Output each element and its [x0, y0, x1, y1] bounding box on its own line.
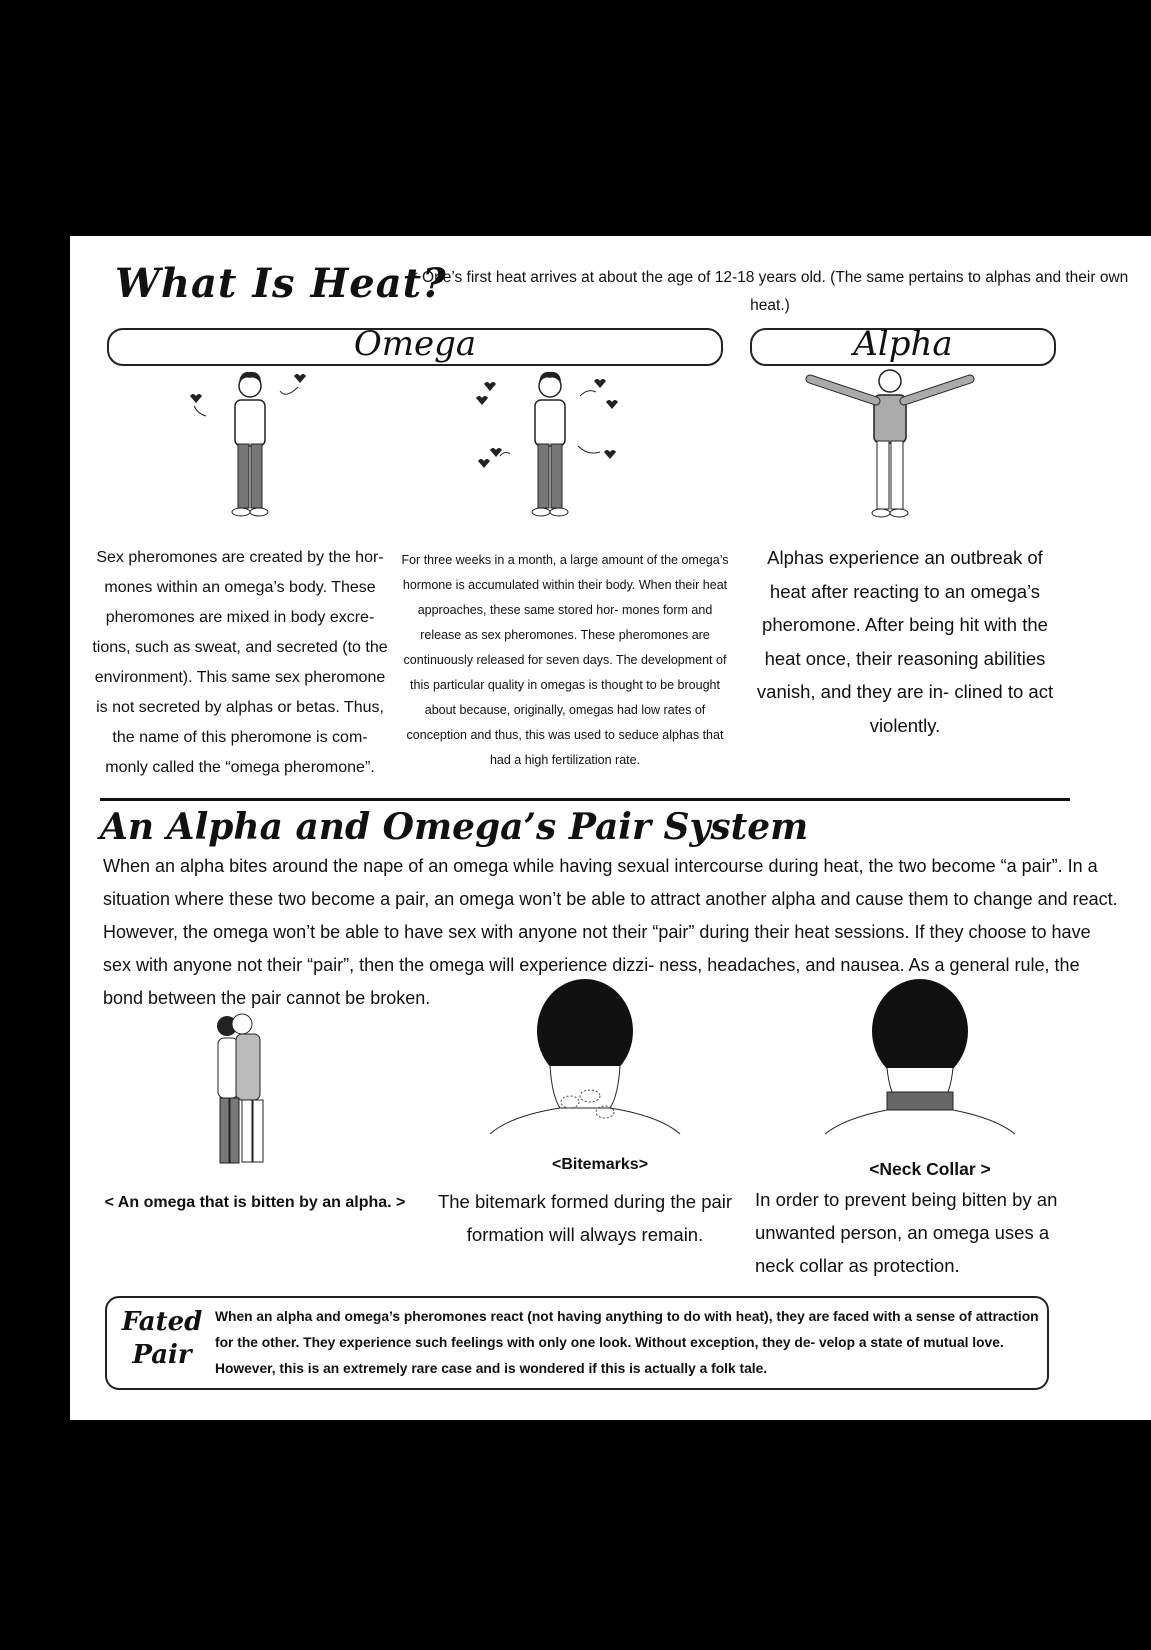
fated-pair-title [117, 1306, 207, 1372]
omega-label-box [107, 324, 723, 366]
fated-title-line-1: Fated [121, 1307, 203, 1337]
omega-figure-calm [180, 366, 320, 531]
alpha-description: Alphas experience an outbreak of heat after reacting to an omega’s pheromone. After being hit with the heat once, their reasoning abilities vanish, and they are in- clined to act violently. [756, 547, 1054, 736]
fated-title-line-2: Pair [132, 1340, 192, 1370]
bitemarks-illustration [490, 976, 680, 1136]
omega-description-1: Sex pheromones are created by the hor- mones within an omega’s body. These pheromones are mixed in body excre- tions, such as sweat, and secreted (to the environment). This same sex pheromone is not secreted by alphas or betas. Thus, the name of this pheromone is com- monly called the “omega pheromone”. [92, 549, 388, 776]
omega-figure-heat [470, 366, 630, 531]
omega-description-2: For three weeks in a month, a large amount of the omega’s hormone is accumulated within their body. When their heat approaches, these same stored hor- mones form and release as sex pheromones. These pheromones are continuously released for seven days. The development of this particular quality in omegas is thought to be brought about because, originally, omegas had low rates of conception and thus, this was used to seduce alphas that had a high fertilization rate. [401, 553, 729, 767]
alpha-figure [790, 361, 990, 531]
caption-bitemarks: <Bitemarks> [551, 1156, 649, 1173]
neck-collar-text: In order to prevent being bitten by an unwanted person, an omega uses a neck collar as protection. [755, 1189, 1058, 1276]
section-divider [100, 798, 1070, 801]
fated-pair-box [105, 1296, 1049, 1390]
fated-pair-text: When an alpha and omega’s pheromones react (not having anything to do with heat), they are faced with a sense of attraction for the other. They experience such feelings with only one look. Without exception, they de- velop a state of mutual love. However, this is an extremely rare case and is wondered if this is actually a folk tale. [215, 1309, 1039, 1376]
omega-label: Omega [353, 324, 477, 364]
caption-neck-collar: <Neck Collar > [869, 1159, 991, 1179]
bitemarks-text: The bitemark formed during the pair formation will always remain. [437, 1191, 733, 1245]
pair-system-text: When an alpha bites around the nape of an omega while having sexual intercourse during heat, the two become “a pair”. In a situation where these two become a pair, an omega won’t be able to attract another alpha and cause them to change and react. However, the omega won’t be able to have sex with anyone not their “pair” during their heat sessions. If they choose to have sex with anyone not their “pair”, then the omega will experience dizzi- ness, headaches, and nausea. As a general rule, the bond between the pair cannot be broken. [103, 856, 1118, 1008]
info-page [70, 236, 1151, 1420]
pair-system-heading: An Alpha and Omega’s Pair System [100, 806, 809, 848]
bitten-couple-illustration [200, 1014, 280, 1179]
page-title: What Is Heat? [115, 260, 447, 307]
neck-collar-illustration [825, 976, 1015, 1136]
caption-bitten: < An omega that is bitten by an alpha. > [104, 1194, 406, 1211]
heading-note: * One’s first heat arrives at about the age of 12-18 years old. (The same pertains to alphas and their own heat.) [411, 269, 1129, 314]
alpha-label: Alpha [853, 324, 953, 364]
